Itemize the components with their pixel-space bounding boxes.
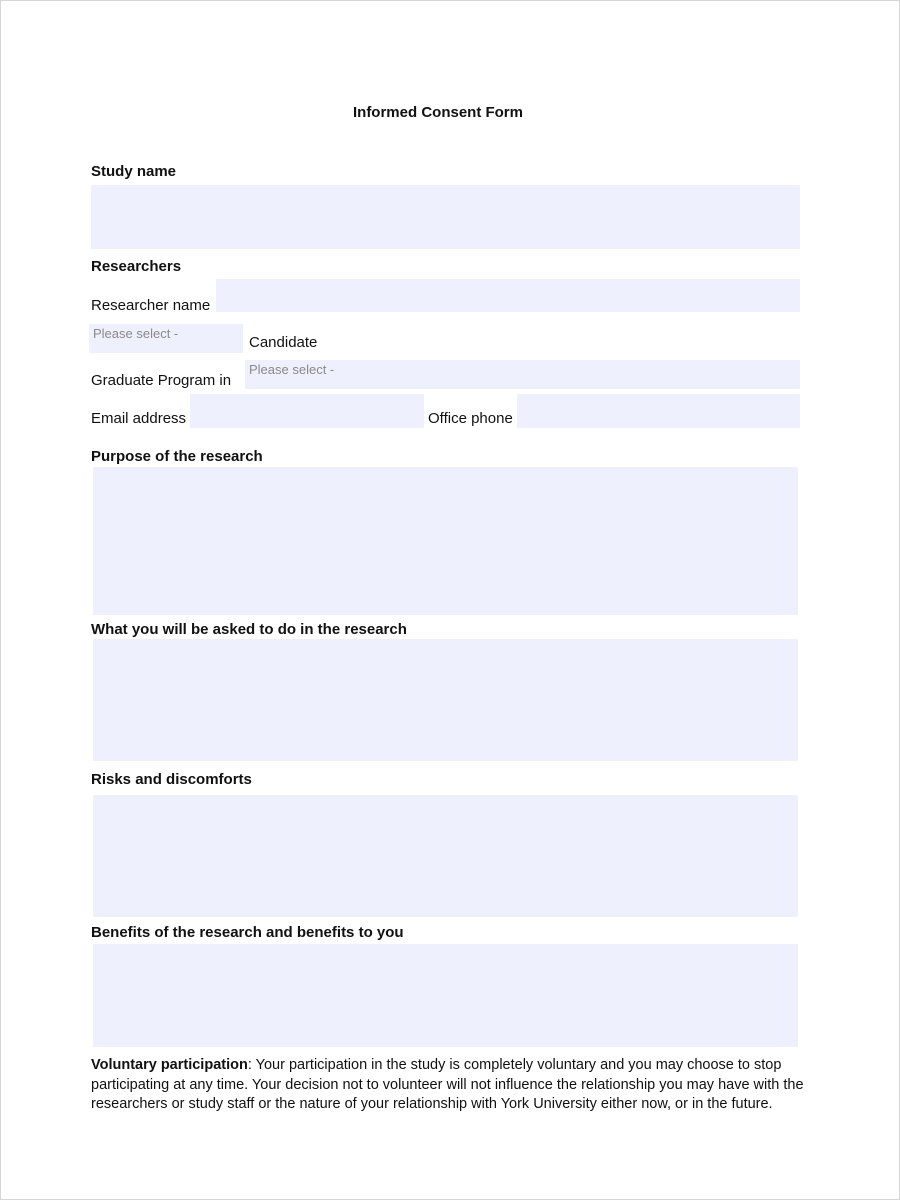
graduate-program-select-value: Please select - — [249, 362, 335, 377]
what-asked-field[interactable] — [93, 639, 798, 761]
researcher-name-label: Researcher name — [91, 297, 211, 314]
graduate-program-label: Graduate Program in — [91, 372, 232, 389]
form-title: Informed Consent Form — [352, 104, 523, 121]
office-phone-field[interactable] — [517, 394, 800, 428]
office-phone-label: Office phone — [428, 410, 513, 427]
voluntary-participation-heading: Voluntary participation — [91, 1057, 248, 1073]
what-asked-label: What you will be asked to do in the research — [91, 621, 407, 638]
study-name-field[interactable] — [91, 185, 800, 249]
researchers-heading: Researchers — [91, 258, 182, 275]
risks-field[interactable] — [93, 795, 798, 917]
study-name-label: Study name — [91, 163, 177, 180]
candidate-select[interactable] — [89, 324, 243, 353]
voluntary-participation-text: : Your participation in the study is completely voluntary and you may choose to stop participating at any time. Your decision not to volunteer will not influence the relationship you may have with the researchers or study staff or the nature of your relationship with York University either now, or in the future. — [91, 1057, 804, 1112]
researcher-name-field[interactable] — [216, 279, 800, 312]
purpose-field[interactable] — [93, 467, 798, 615]
risks-label: Risks and discomforts — [91, 771, 252, 788]
benefits-field[interactable] — [93, 944, 798, 1047]
candidate-label: Candidate — [249, 334, 318, 351]
benefits-label: Benefits of the research and benefits to you — [91, 924, 404, 941]
candidate-select-value: Please select - — [93, 326, 179, 341]
graduate-program-select[interactable] — [245, 360, 800, 389]
purpose-label: Purpose of the research — [91, 448, 263, 465]
voluntary-participation-paragraph — [91, 1056, 821, 1128]
email-label: Email address — [91, 410, 187, 427]
email-field[interactable] — [190, 394, 424, 428]
